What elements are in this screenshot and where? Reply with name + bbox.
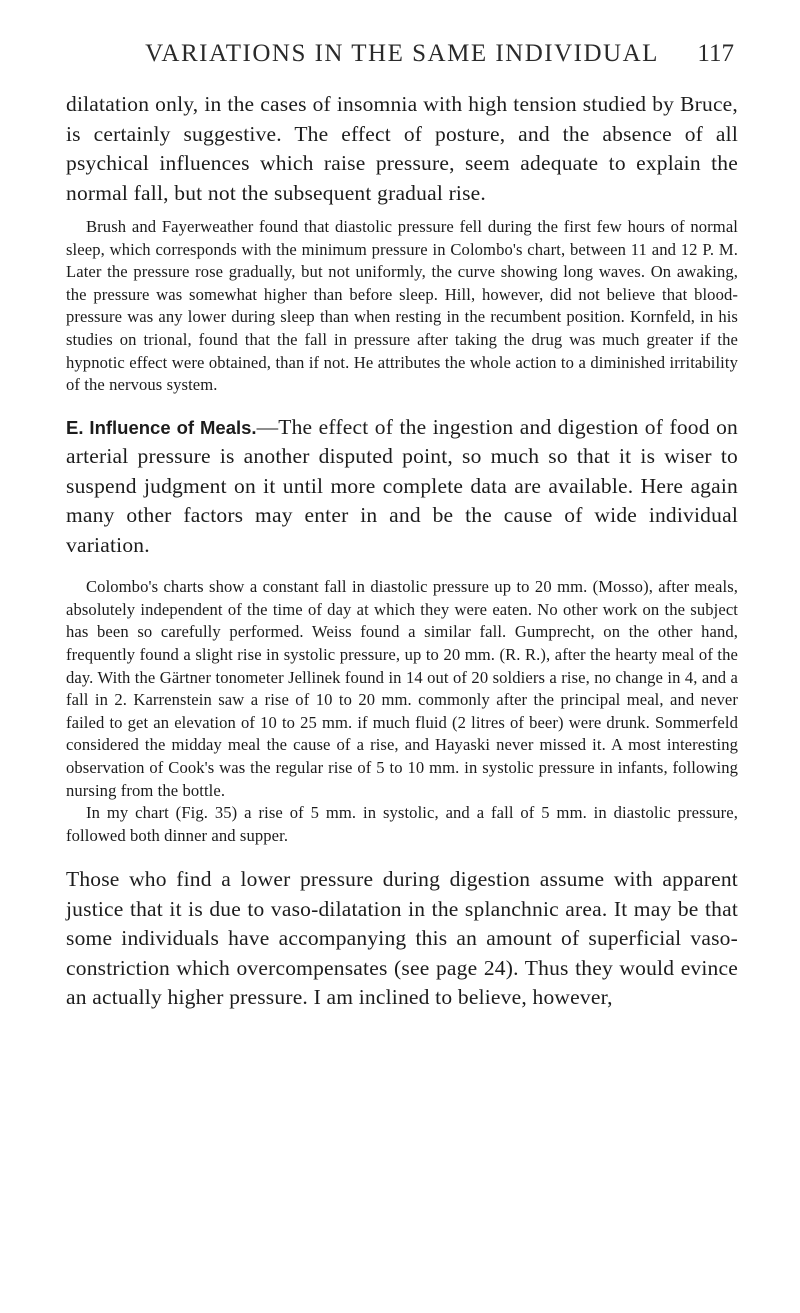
running-head xyxy=(66,40,738,72)
paragraph-digestion-pressure: Those who find a lower pressure during digestion assume with apparent justice that it is due to vaso-dilatation in the splanchnic area. It may be that some individuals have accompanying this an amount of superficial vaso-constriction which overcompensates (see page 24). Thus they would evince an actually higher pressure. I am inclined to believe, however, xyxy=(66,867,738,1010)
section-heading-meals: E. Influence of Meals. xyxy=(66,416,257,438)
paragraph-meal-studies: Colombo's charts show a constant fall in diastolic pressure up to 20 mm. (Mosso), after meals, absolutely independent of the time of day at which they were eaten. No other work on the subject has been so carefully performed. Weiss found a similar fall. Gumprecht, on the other hand, frequently found a slight rise in systolic pressure, up to 20 mm. (R. R.), after the hearty meal of the day. With the Gärtner tonometer Jellinek found in 14 out of 20 soldiers a rise, no change in 4, and a fall in 2. Karrenstein saw a rise of 10 to 20 mm. commonly after the principal meal, and never failed to get an elevation of 10 to 25 mm. if much fluid (2 litres of beer) were drunk. Sommerfeld considered the midday meal the cause of a rise, and Hayaski never missed it. A most interesting observation of Cook's was the regular rise of 5 to 10 mm. in systolic pressure in infants, following nursing from the bottle. xyxy=(66,577,738,800)
paragraph-influence-of-meals xyxy=(66,413,738,561)
paragraph-author-chart: In my chart (Fig. 35) a rise of 5 mm. in systolic, and a fall of 5 mm. in diastolic pressure, followed both dinner and supper. xyxy=(66,803,738,845)
paragraph-sleep-studies: Brush and Fayerweather found that diastolic pressure fell during the first few hours of normal sleep, which corresponds with the minimum pressure in Colombo's chart, between 11 and 12 P. M. Later the pressure rose gradually, but not uniformly, the curve showing long waves. On awaking, the pressure was somewhat higher than before sleep. Hill, however, did not believe that blood-pressure was any lower during sleep than when resting in the recumbent position. Kornfeld, in his studies on trional, found that the fall in pressure after taking the drug was much greater if the hypnotic effect were obtained, than if not. He attributes the whole action to a diminished irritability of the nervous system. xyxy=(66,217,738,395)
page-number: 117 xyxy=(697,40,734,67)
running-head-title: VARIATIONS IN THE SAME INDIVIDUAL xyxy=(145,40,659,67)
paragraph-sleep-conclusion: dilatation only, in the cases of insomnia with high tension studied by Bruce, is certainly suggestive. The effect of posture, and the absence of all psychical influences which raise pressure, seem adequate to explain the normal fall, but not the subsequent gradual rise. xyxy=(66,92,738,205)
section-body-meals: —The effect of the ingestion and digestion of food on arterial pressure is another disputed point, so much so that it is wiser to suspend judgment on it until more complete data are available. Here again many other factors may enter in and be the cause of wide individual variation. xyxy=(66,414,738,557)
